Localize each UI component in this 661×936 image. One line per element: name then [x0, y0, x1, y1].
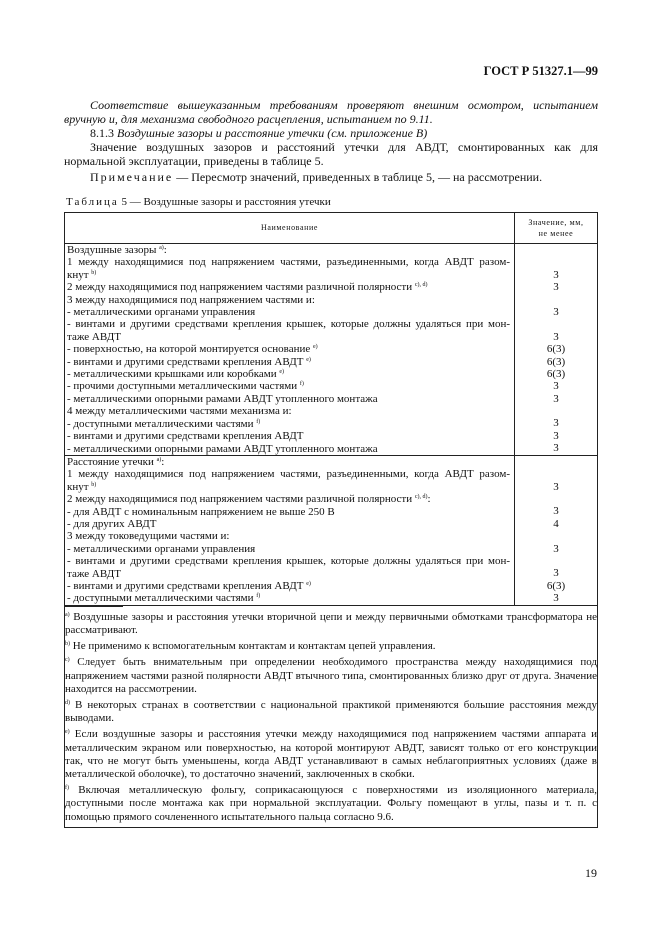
table-caption: [66, 196, 331, 208]
value-cell: 3: [553, 442, 559, 455]
row-text: 1 между находящимися под напряжением частями, разъединенными, когда АВДТ разом-: [67, 468, 510, 481]
row-text: - доступными металлическими частями $^{f)}$: [67, 417, 261, 430]
creepage-values: [515, 455, 598, 605]
row-text: кнут $^{b)}$: [67, 268, 97, 281]
value-cell: 6(3): [546, 367, 566, 380]
row-text: - металлическими опорными рамами АВДТ утопленного монтажа: [67, 442, 378, 455]
footnote-d: $^{d)}$ В некоторых странах в соответствии с национальной практикой применяются большие расстояния между выводами.: [65, 699, 597, 725]
clearances-title: Воздушные зазоры $^{a)}$:: [67, 244, 167, 256]
section-creepage: [65, 455, 598, 605]
clause-number: 8.1.3: [90, 126, 114, 140]
value-cell: 3: [553, 417, 559, 430]
note-text: — Пересмотр значений, приведенных в таблице 5, — на рассмотрении.: [173, 170, 543, 184]
row-text: - металлическими органами управления: [67, 306, 256, 319]
row-text: 2 между находящимися под напряжением частями различной полярности $^{c), d)}$:: [67, 493, 431, 506]
document-id: ГОСТ Р 51327.1—99: [483, 64, 598, 78]
table-header-row: [65, 213, 598, 244]
row-text: 4 между металлическими частями механизма и:: [67, 405, 292, 418]
row-text: 1 между находящимися под напряжением частями, разъединенными, когда АВДТ разом-: [67, 256, 510, 269]
row-text: - доступными металлическими частями $^{f)}$: [67, 592, 261, 605]
row-text: - винтами и другими средствами крепления АВДТ $^{e)}$: [67, 355, 311, 368]
row-text: - поверхностью, на которой монтируется основание $^{e)}$: [67, 343, 318, 356]
clause-title: Воздушные зазоры и расстояние утечки (см. приложение В): [117, 126, 428, 140]
header-value: [515, 213, 598, 244]
table-footnotes-row: [65, 605, 598, 827]
value-cell: 3: [553, 330, 559, 343]
footnote-b: $^{b)}$ Не применимо к вспомогательным контактам и контактам цепей управления.: [65, 640, 436, 653]
row-text: таже АВДТ: [67, 330, 121, 343]
clearances-values: [515, 244, 598, 456]
row-text: - прочими доступными металлическими частями $^{f)}$: [67, 380, 304, 393]
header-value-line1: Значение, мм,: [528, 218, 584, 227]
value-cell: 3: [553, 305, 559, 318]
row-text: - металлическими органами управления: [67, 542, 256, 555]
value-cell: 6(3): [546, 355, 566, 368]
value-cell: 3: [553, 505, 559, 518]
section-clearances: [65, 244, 598, 456]
row-text: - винтами и другими средствами крепления крышек, которые должны удаляться при мон-: [67, 555, 510, 568]
row-text: - винтами и другими средствами крепления крышек, которые должны удаляться при мон-: [67, 318, 510, 331]
paragraph-values: Значение воздушных зазоров и расстояний утечки для АВДТ, смонтированных как для нормальной эксплуатации, приведены в таблице 5.: [64, 140, 598, 168]
value-cell: 3: [553, 567, 559, 580]
footnote-e: $^{e)}$ Если воздушные зазоры и расстояния утечки между находящимися под напряжением частями аппарата и металлическим экраном или поверхностью, на которой монтируют АВДТ, зависят только от его конструкции так, что не могут быть уменьшены, когда АВДТ устанавливают в самых неблагоприятных условиях (даже в металлической оболочке), то достаточно значений, заключенных в скобки.: [65, 728, 597, 781]
row-text: 2 между находящимися под напряжением частями различной полярности $^{c), d)}$: [67, 281, 428, 294]
footnote-rule: [65, 606, 123, 607]
row-text: таже АВДТ: [67, 567, 121, 580]
page-number: 19: [585, 866, 597, 880]
note-label: Примечание: [90, 170, 174, 184]
row-text: - металлическими крышками или коробками $^{e)}$: [67, 368, 285, 381]
header-value-line2: не менее: [538, 229, 574, 238]
value-cell: 3: [553, 480, 559, 493]
footnote-f: $^{f)}$ Включая металлическую фольгу, соприкасающуюся с поверхностями из изоляционного материала, доступными после монтажа как при нормальной эксплуатации. Фольгу помещают в углы, пазы и т. п. с помощью прямого сочлененного испытательного пальца согласно 9.6.: [65, 784, 597, 823]
value-cell: 3: [553, 592, 559, 605]
clause-heading: [64, 126, 598, 140]
row-text: - винтами и другими средствами крепления АВДТ: [67, 430, 304, 443]
footnote-c: $^{c)}$ Следует быть внимательным при определении необходимого пространства между находящимися под напряжением частями разной полярности АВДТ втычного типа, смонтированных близко друг от друга. Значение находится на рассмотрении.: [65, 656, 597, 695]
value-cell: 3: [553, 392, 559, 405]
creepage-names: [65, 455, 515, 605]
table-footnotes: [65, 605, 598, 827]
value-cell: 4: [553, 517, 559, 530]
value-cell: 3: [553, 542, 559, 555]
value-cell: 3: [553, 429, 559, 442]
header-name: Наименование: [65, 213, 515, 244]
row-text: - для других АВДТ: [67, 517, 157, 530]
row-text: - винтами и другими средствами крепления АВДТ $^{e)}$: [67, 579, 311, 592]
row-text: - для АВДТ с номинальным напряжением не выше 250 В: [67, 505, 335, 518]
note: [64, 170, 598, 184]
table-caption-label: Таблица: [66, 196, 119, 208]
value-cell: 3: [553, 268, 559, 281]
paragraph-compliance: Соответствие вышеуказанным требованиям проверяют внешним осмотром, испытанием вручную и, для механизма свободного расцепления, испытанием по 9.11.: [64, 98, 598, 126]
creepage-title: Расстояние утечки $^{a)}$:: [67, 455, 165, 468]
footnote-a: $^{a)}$ Воздушные зазоры и расстояния утечки вторичной цепи и между первичными обмотками трансформатора не рассматривают.: [65, 610, 597, 636]
row-text: 3 между находящимися под напряжением частями и:: [67, 293, 315, 306]
table-caption-text: 5 — Воздушные зазоры и расстояния утечки: [118, 196, 331, 208]
value-cell: 6(3): [546, 343, 566, 356]
value-cell: 3: [553, 281, 559, 294]
table-5: [64, 212, 598, 828]
row-text: кнут $^{b)}$: [67, 480, 97, 493]
row-text: - металлическими опорными рамами АВДТ утопленного монтажа: [67, 392, 378, 405]
clearances-names: [65, 244, 515, 456]
row-text: 3 между токоведущими частями и:: [67, 530, 230, 543]
value-cell: 6(3): [546, 579, 566, 592]
value-cell: 3: [553, 380, 559, 393]
